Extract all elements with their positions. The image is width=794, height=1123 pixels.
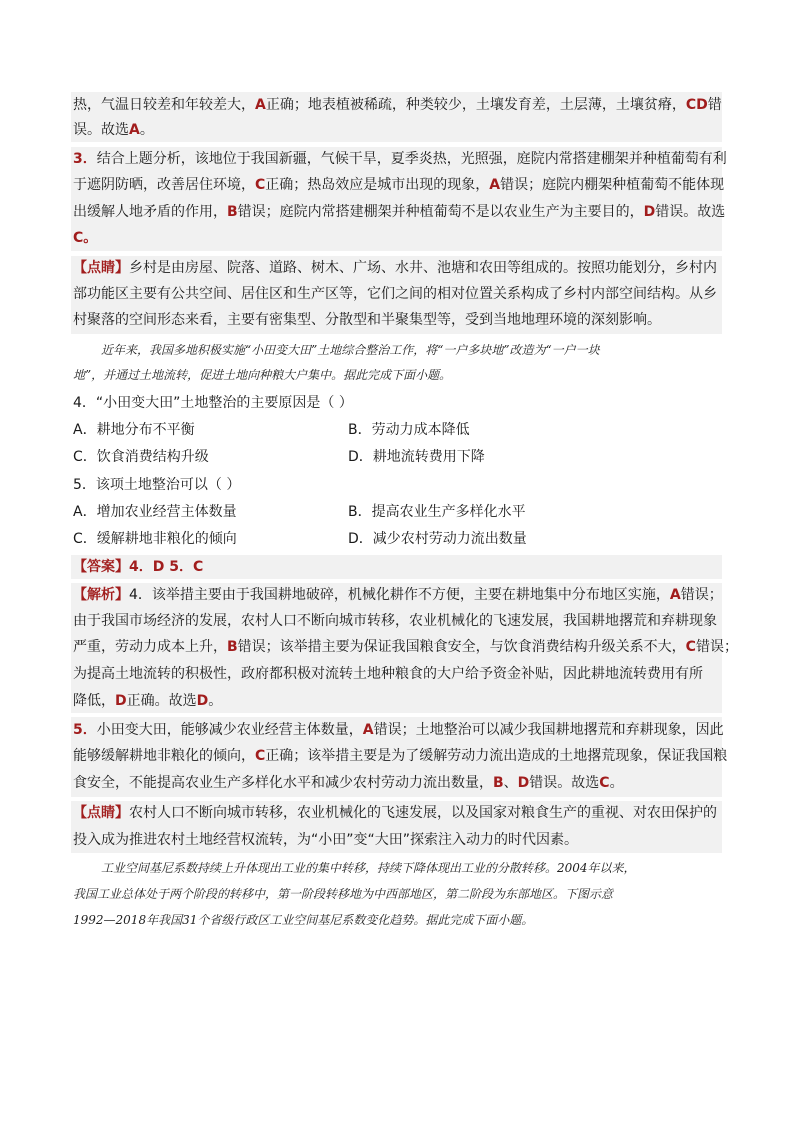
- text: 严重，劳动力成本上升，: [73, 639, 227, 655]
- option-a[interactable]: A．耕地分布不平衡: [73, 422, 195, 438]
- analysis-line: [73, 121, 721, 139]
- option-ref: A: [362, 722, 374, 738]
- text: 4．该举措主要由于我国耕地破碎，机械化耕作不方便，主要在耕地集中分布地区实施，: [129, 587, 670, 603]
- option-ref: C: [685, 639, 696, 655]
- option-ref: C: [599, 775, 610, 791]
- analysis-line: [73, 747, 728, 765]
- text: 农村人口不断向城市转移，农业机械化的飞速发展，以及国家对粮食生产的重视、对农田保护的: [129, 805, 717, 821]
- question-stem: 4．“小田变大田”土地整治的主要原因是（ ）: [73, 395, 353, 411]
- analysis-line: [73, 638, 738, 656]
- dianjing-line: 投入成为推进农村土地经营权流转，为“小田”变“大田”探索注入动力的时代因素。: [73, 832, 579, 848]
- text: 错误；土地整治可以减少我国耕地撂荒和弃耕现象，因此: [373, 722, 724, 738]
- question-number: 3．: [73, 151, 97, 167]
- option-c[interactable]: C．饮食消费结构升级: [73, 449, 209, 465]
- material-intro-line: 地”，并通过土地流转，促进土地向种粮大户集中。据此完成下面小题。: [73, 368, 452, 382]
- option-ref: A: [669, 587, 681, 603]
- analysis-line: C。: [73, 230, 98, 246]
- answer-line: [73, 558, 721, 576]
- material-intro-line: 工业空间基尼系数持续上升体现出工业的集中转移，持续下降体现出工业的分散转移。2004年以来，: [101, 861, 636, 875]
- option-ref: D: [643, 204, 656, 220]
- dianjing-line: [73, 259, 721, 277]
- text: 乡村是由房屋、院落、道路、树木、广场、水井、池塘和农田等组成的。按照功能划分，乡村内: [129, 260, 717, 276]
- text: 错: [707, 97, 722, 113]
- analysis-line: [73, 721, 724, 739]
- text: 热，气温日较差和年较差大，: [73, 97, 255, 113]
- text: 正确。故选: [126, 693, 197, 709]
- question-stem: 5．该项土地整治可以（ ）: [73, 477, 241, 493]
- text: 错误；: [695, 639, 738, 655]
- dianjing-line: 村聚落的空间形态来看，主要有密集型、分散型和半聚集型等，受到当地地理环境的深刻影响。: [73, 312, 661, 328]
- text: 错误。故选: [655, 204, 726, 220]
- text: 。: [609, 775, 624, 791]
- analysis-line: [73, 692, 721, 710]
- option-ref: A: [255, 97, 266, 113]
- option-ref: D: [517, 775, 530, 791]
- text: 错误；庭院内棚架种植葡萄不能体现: [500, 177, 725, 193]
- answer-text: 4．D 5．C: [129, 559, 204, 575]
- text: 正确；地表植被稀疏，种类较少，土壤发育差，土层薄，土壤贫瘠，: [265, 97, 686, 113]
- text: 正确；热岛效应是城市出现的现象，: [265, 177, 490, 193]
- analysis-line: [73, 96, 721, 114]
- text: 错误；: [680, 587, 723, 603]
- material-intro-line: 近年来，我国多地积极实施“小田变大田”土地综合整治工作，将“一户多块地”改造为“一户一块: [101, 343, 600, 357]
- text: 错误；庭院内常搭建棚架并种植葡萄不是以农业生产为主要目的，: [237, 204, 644, 220]
- option-a[interactable]: A．增加农业经营主体数量: [73, 504, 237, 520]
- text: 误。故选: [73, 122, 129, 138]
- analysis-tag: 【解析】: [73, 587, 129, 603]
- analysis-line: [73, 774, 721, 792]
- option-ref: B: [227, 204, 238, 220]
- option-d[interactable]: D．耕地流转费用下降: [348, 449, 485, 465]
- text: 错误。故选: [529, 775, 600, 791]
- option-ref: D: [196, 693, 209, 709]
- option-ref: CD: [685, 97, 708, 113]
- option-ref: A: [129, 122, 140, 138]
- analysis-line: 为提高土地流转的积极性，政府都积极对流转土地种粮食的大户给予资金补贴，因此耕地流转费用有所: [73, 666, 703, 682]
- option-ref: C: [255, 748, 266, 764]
- text: 小田变大田，能够减少农业经营主体数量，: [96, 722, 363, 738]
- analysis-line: 由于我国市场经济的发展，农村人口不断向城市转移，农业机械化的飞速发展，我国耕地撂荒和弃耕现象: [73, 613, 717, 629]
- dianjing-line: [73, 804, 721, 822]
- text: 食安全，不能提高农业生产多样化水平和减少农村劳动力流出数量，: [73, 775, 493, 791]
- text: 、: [503, 775, 518, 791]
- analysis-line: [73, 586, 721, 604]
- answer-tag: 【答案】: [73, 559, 129, 575]
- text: 降低，: [73, 693, 115, 709]
- text: 错误；该举措主要为保证我国粮食安全，与饮食消费结构升级关系不大，: [237, 639, 686, 655]
- material-intro-line: 我国工业总体处于两个阶段的转移中，第一阶段转移地为中西部地区，第二阶段为东部地区。下图示意: [73, 887, 614, 901]
- text: 。: [208, 693, 223, 709]
- option-b[interactable]: B．劳动力成本降低: [348, 422, 470, 438]
- dianjing-tag: 【点睛】: [73, 805, 129, 821]
- option-ref: D: [115, 693, 127, 709]
- option-ref: B: [227, 639, 238, 655]
- text: 。: [139, 122, 154, 138]
- material-intro-line: 1992—2018年我国31个省级行政区工业空间基尼系数变化趋势。据此完成下面小题。: [73, 913, 534, 927]
- option-ref: B: [493, 775, 504, 791]
- text: 结合上题分析，该地位于我国新疆，气候干旱，夏季炎热，光照强，庭院内常搭建棚架并种植葡萄有利: [96, 151, 727, 167]
- analysis-line: [73, 203, 726, 221]
- question-number: 5．: [73, 722, 97, 738]
- text: 正确；该举措主要是为了缓解劳动力流出造成的土地撂荒现象，保证我国粮: [265, 748, 728, 764]
- option-b[interactable]: B．提高农业生产多样化水平: [348, 504, 526, 520]
- text: 于遮阴防晒，改善居住环境，: [73, 177, 255, 193]
- option-ref: A: [489, 177, 501, 193]
- text: 出缓解人地矛盾的作用，: [73, 204, 227, 220]
- option-c[interactable]: C．缓解耕地非粮化的倾向: [73, 531, 237, 547]
- text: 能够缓解耕地非粮化的倾向，: [73, 748, 255, 764]
- dianjing-tag: 【点睛】: [73, 260, 129, 276]
- option-d[interactable]: D．减少农村劳动力流出数量: [348, 531, 527, 547]
- option-ref: C: [255, 177, 266, 193]
- dianjing-line: 部功能区主要有公共空间、居住区和生产区等，它们之间的相对位置关系构成了乡村内部空间结构。从乡: [73, 286, 717, 302]
- analysis-line: [73, 150, 727, 168]
- analysis-line: [73, 176, 725, 194]
